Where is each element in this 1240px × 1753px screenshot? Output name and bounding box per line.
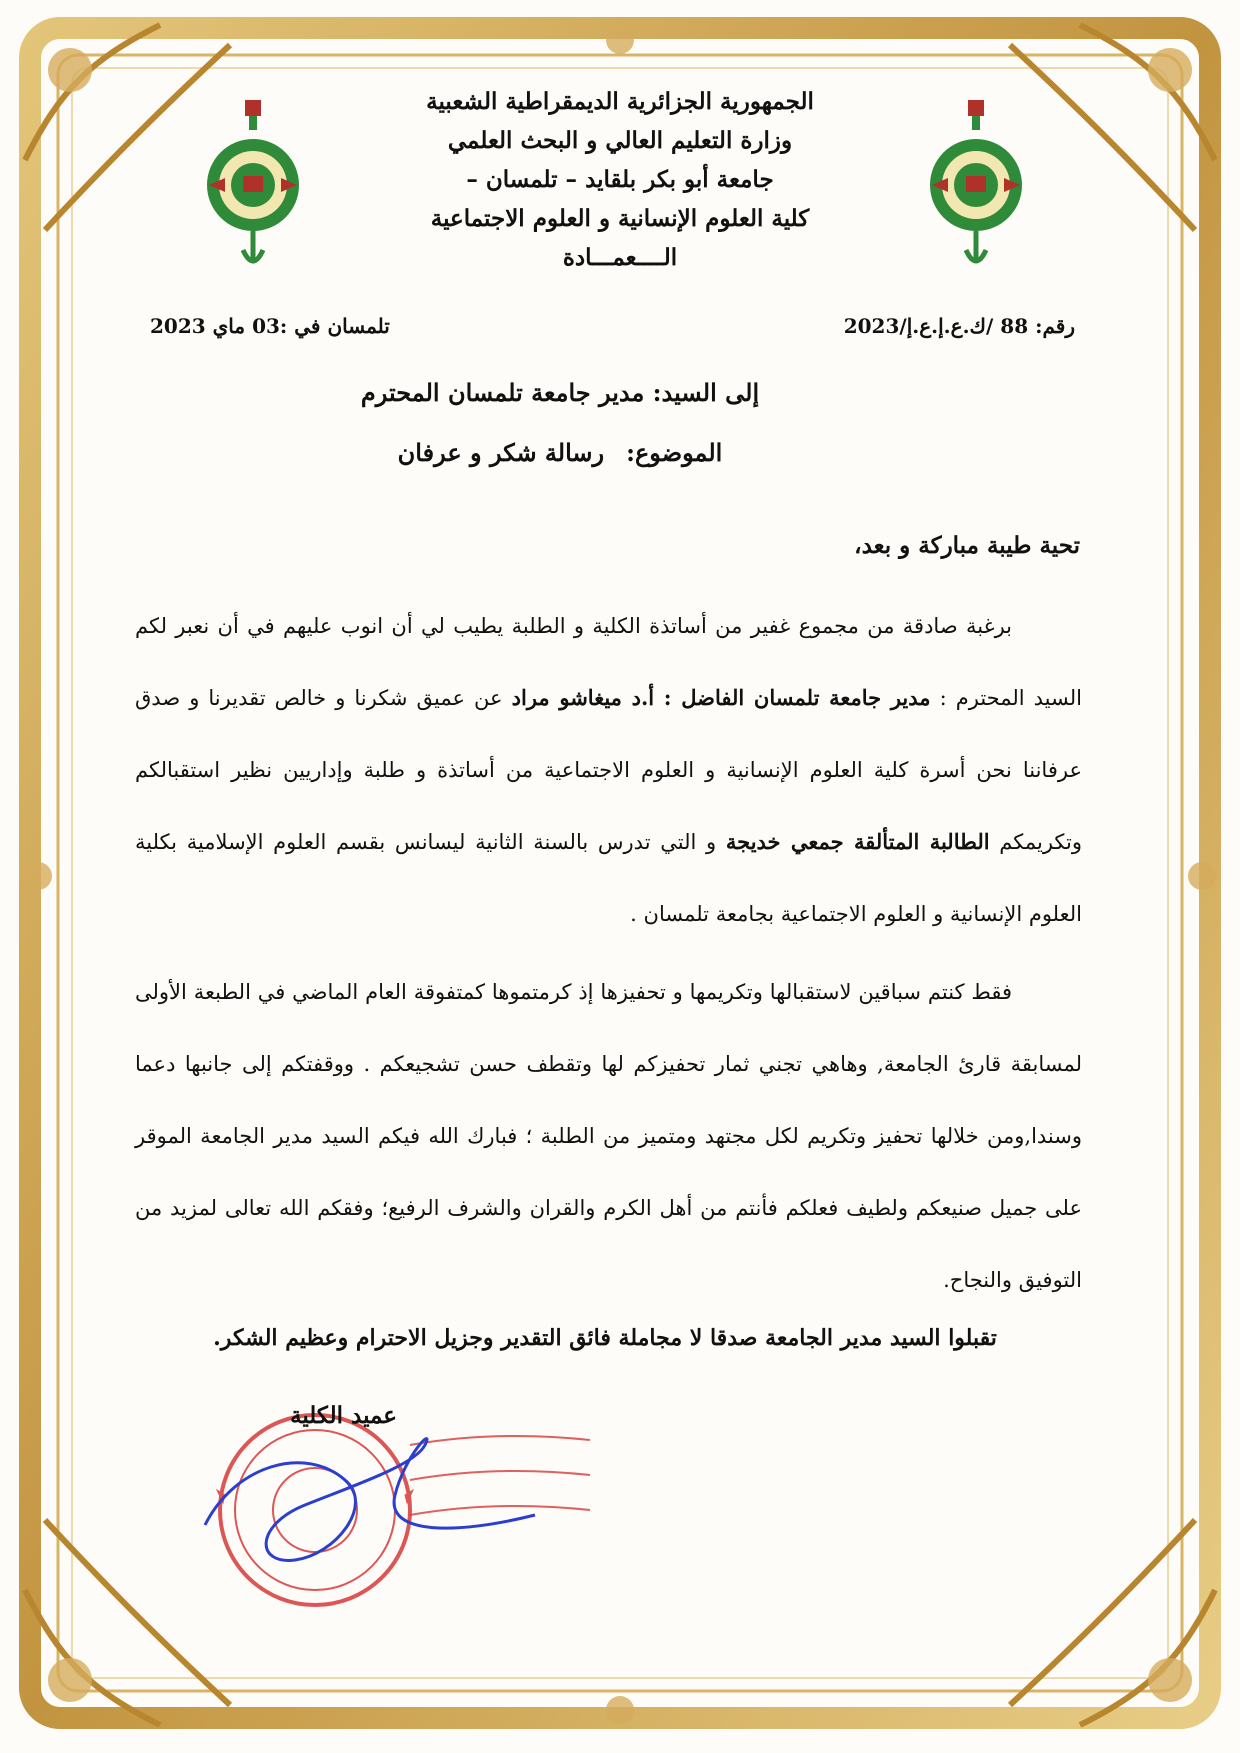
closing-line: تقبلوا السيد مدير الجامعة صدقا لا مجاملة فائق التقدير وجزيل الاحترام وعظيم الشكر. bbox=[213, 1325, 997, 1351]
subject-text: رسالة شكر و عرفان bbox=[397, 438, 605, 467]
dean-title: عميد الكلية bbox=[290, 1402, 398, 1429]
letterhead-deanship: الــــعمـــادة bbox=[562, 244, 678, 271]
letterhead bbox=[380, 82, 860, 277]
official-stamp-and-signature bbox=[195, 1385, 645, 1615]
round-stamp-icon bbox=[217, 1415, 413, 1605]
reference-number: رقم: 88 /ك.ع.إ.ع.إ/2023 bbox=[843, 314, 1075, 338]
letterhead-ministry: وزارة التعليم العالي و البحث العلمي bbox=[447, 127, 793, 154]
subject-line bbox=[320, 438, 800, 467]
subject-label: الموضوع: bbox=[626, 438, 723, 467]
letterhead-faculty: كلية العلوم الإنسانية و العلوم الاجتماعية bbox=[430, 205, 810, 232]
body-paragraph-2: فقط كنتم سباقين لاستقبالها وتكريمها و تحفيزها إذ كرمتموها كمتفوقة العام الماضي في الطبعة الأولى لمسابقة قارئ الجامعة, وهاهي تجني ثمار تحفيزكم لها وتقطف حسن تشجيعكم . ووقفتكم إلى جانبها دعما وسندا,ومن خلالها تحفيز وتكريم لكل مجتهد ومتميز من الطلبة ؛ فبارك الله فيكم السيد مدير الجامعة الموقر على جميل صنيعكم ولطيف فعلكم فأنتم من أهل الكرم والقران والشرف الرفيع؛ وفقكم الله تعالى لمزيد من التوفيق والنجاح. bbox=[135, 980, 1082, 1292]
letter-body bbox=[135, 590, 1082, 1316]
director-name: مدير جامعة تلمسان الفاضل : أ.د ميغاشو مراد bbox=[511, 685, 931, 710]
recipient-line: إلى السيد: مدير جامعة تلمسان المحترم bbox=[360, 378, 760, 407]
body-paragraph-1: برغبة صادقة من مجموع غفير من أساتذة الكلية و الطلبة يطيب لي أن انوب عليهم في أن نعبر لكم السيد المحترم : مدير جامعة تلمسان الفاضل : أ.د ميغاشو مراد عن عميق شكرنا و خالص تقديرنا و صدق عرفاننا نحن أسرة كلية العلوم الإنسانية و العلوم الاجتماعية من أساتذة و طلبة وإداريين نظير استقبالكم وتكريمكم الطالبة المتألقة جمعي خديجة و التي تدرس بالسنة الثانية ليسانس بقسم العلوم الإسلامية بكلية العلوم الإنسانية و العلوم الاجتماعية بجامعة تلمسان . bbox=[135, 614, 1082, 926]
letterhead-university: جامعة أبو بكر بلقايد – تلمسان – bbox=[466, 166, 774, 193]
student-name: الطالبة المتألقة جمعي خديجة bbox=[725, 829, 990, 854]
university-crest-right-icon bbox=[928, 100, 1024, 275]
rectangular-stamp-icon bbox=[410, 1436, 590, 1515]
university-crest-left-icon bbox=[205, 100, 301, 275]
letterhead-republic: الجمهورية الجزائرية الديمقراطية الشعبية bbox=[426, 88, 814, 115]
letter-date: تلمسان في :03 ماي 2023 bbox=[150, 314, 390, 338]
greeting: تحية طيبة مباركة و بعد، bbox=[854, 532, 1080, 559]
